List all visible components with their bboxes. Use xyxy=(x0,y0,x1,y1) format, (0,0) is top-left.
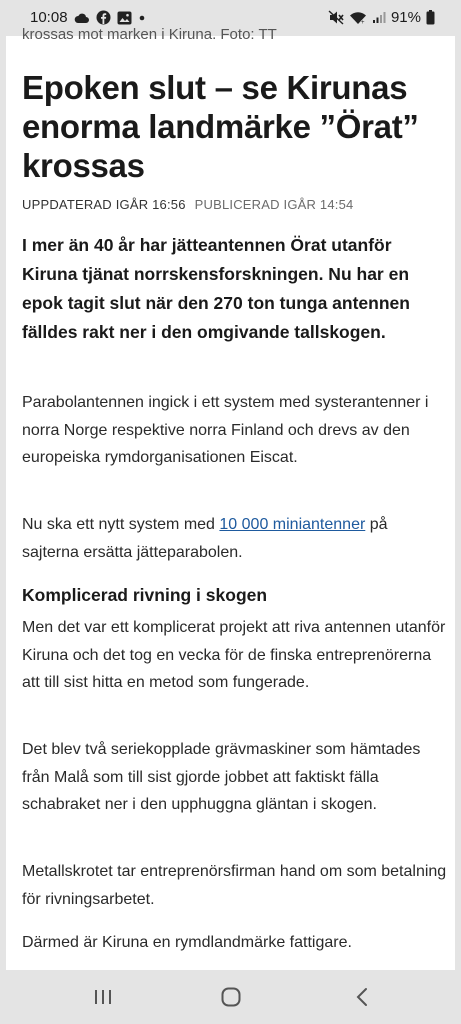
paragraph-3: Men det var ett komplicerat projekt att riva antennen utanför Kiruna och det tog en vecka för de finska entreprenörerna att till sist hitta en metod som fungerade. xyxy=(22,619,446,691)
navigation-bar xyxy=(0,970,461,1024)
status-time: 10:08 xyxy=(30,9,68,26)
paragraph-1: Parabolantennen ingick i ett system med systerantenner i norra Norge respektive norra Finland och drevs av den europeiska rymdorganisationen Eiscat. xyxy=(22,394,429,466)
battery-icon xyxy=(426,10,435,25)
updated-timestamp: UPPDATERAD IGÅR 16:56 xyxy=(22,197,186,212)
recent-apps-icon[interactable] xyxy=(88,984,118,1010)
article-lead: I mer än 40 år har jätteantennen Örat utanför Kiruna tjänat norrskensforskningen. Nu har en epok tagit slut när den 270 ton tunga antennen fälldes rakt ner i den omgivande tallskogen. xyxy=(22,235,410,342)
image-icon xyxy=(117,11,132,25)
cloud-icon xyxy=(74,12,90,24)
facebook-icon xyxy=(96,10,111,25)
mute-icon xyxy=(328,10,344,25)
signal-icon xyxy=(372,11,386,24)
paragraph-2-text-after: på sajterna ersätta jätteparabolen. xyxy=(22,516,388,561)
svg-text:+: + xyxy=(360,19,365,26)
paragraph-2 xyxy=(22,511,447,566)
published-timestamp: PUBLICERAD IGÅR 14:54 xyxy=(194,197,354,212)
previous-caption: krossas mot marken i Kiruna. Foto: TT xyxy=(22,26,277,43)
article-page[interactable] xyxy=(6,26,455,970)
miniantenner-link[interactable]: 10 000 miniantenner xyxy=(219,516,366,533)
paragraph-6: Därmed är Kiruna en rymdlandmärke fattigare. xyxy=(22,934,352,951)
status-left xyxy=(30,9,146,26)
dot-icon xyxy=(138,14,146,22)
back-icon[interactable] xyxy=(347,984,377,1010)
battery-level: 91% xyxy=(390,9,421,26)
paragraph-2-text-before: Nu ska ett nytt system med xyxy=(22,516,220,533)
article-title: Epoken slut – se Kirunas enorma landmärke ”Örat” krossas xyxy=(22,69,419,184)
home-icon[interactable] xyxy=(216,984,246,1010)
subheading: Komplicerad rivning i skogen xyxy=(22,585,268,605)
wifi-icon xyxy=(349,11,367,25)
paragraph-4: Det blev två seriekopplade grävmaskiner som hämtades från Malå som till sist gjorde jobbet att faktiskt fälla schabraket ner i den upphuggna gläntan i skogen. xyxy=(22,741,421,813)
paragraph-5: Metallskrotet tar entreprenörsfirman hand om som betalning för rivningsarbetet. xyxy=(22,863,447,908)
article-meta xyxy=(22,197,353,212)
status-right xyxy=(328,9,435,26)
